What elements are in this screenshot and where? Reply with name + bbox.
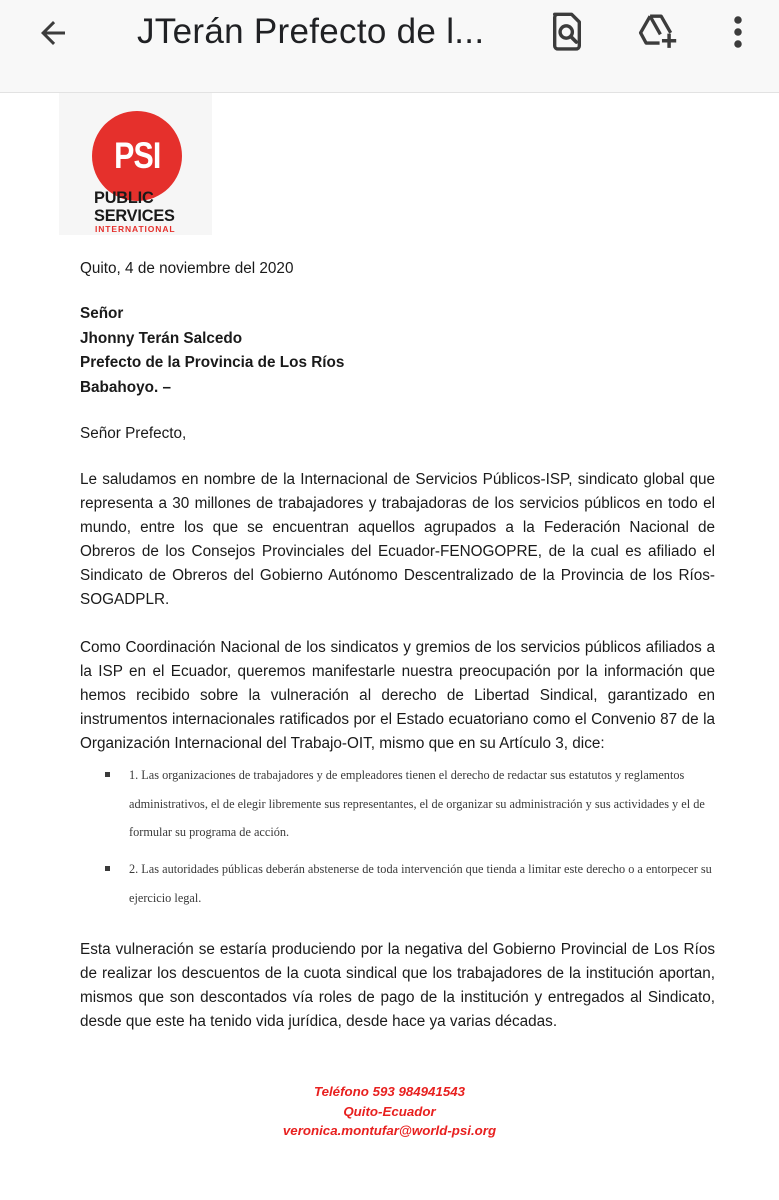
paragraph-3: Esta vulneración se estaría produciendo por la negativa del Gobierno Provincial de Los Ríos de realizar los descuentos de la cuota sindical que los trabajadores de la institución aportan, mismos que son descontados vía roles de pago de la institución y entregados al Sindicato, desde que este ha tenido vida jurídica, desde hace ya varias décadas.: [80, 941, 715, 1030]
letter-date: Quito, 4 de noviembre del 2020: [80, 260, 294, 277]
back-arrow-icon: [35, 15, 71, 51]
find-in-page-icon: [548, 12, 586, 52]
back-button[interactable]: [30, 10, 76, 56]
document-title: JTerán Prefecto de l...: [137, 12, 485, 51]
bullet-marker: [105, 866, 110, 871]
bullet-text: 1. Las organizaciones de trabajadores y de empleadores tienen el derecho de redactar sus estatutos y reglamentos administrativos, el de elegir libremente sus representantes, el de organizar su administración y sus actividades y el de formular su programa de acción.: [129, 768, 705, 839]
bullet-item: [105, 855, 720, 912]
footer-city: Quito-Ecuador: [343, 1103, 436, 1119]
address-line: Prefecto de la Provincia de Los Ríos: [80, 354, 345, 371]
more-options-button[interactable]: [714, 8, 762, 56]
paragraph-2: Como Coordinación Nacional de los sindicatos y gremios de los servicios públicos afiliados a la ISP en el Ecuador, queremos manifestarle nuestra preocupación por la información que hemos recibido sobre la vulneración al derecho de Libertad Sindical, garantizado en instrumentos internacionales ratificados por el Estado ecuatoriano como el Convenio 87 de la Organización Internacional del Trabajo-OIT, mismo que en su Artículo 3, dice:: [80, 639, 715, 752]
bullet-marker: [105, 772, 110, 777]
add-to-drive-icon: [637, 13, 679, 51]
psi-logo: [59, 93, 212, 235]
more-vert-icon: [732, 14, 744, 50]
app-toolbar: [0, 0, 779, 93]
footer-email: veronica.montufar@world-psi.org: [282, 1123, 497, 1138]
bullet-item: [105, 761, 720, 847]
letterhead-footer: [0, 1082, 779, 1141]
address-line: Señor: [80, 305, 124, 322]
bullet-text: 2. Las autoridades públicas deberán abstenerse de toda intervención que tienda a limitar este derecho o a entorpecer su ejercicio legal.: [129, 862, 712, 905]
find-in-page-button[interactable]: [543, 8, 591, 56]
recipient-address: [80, 302, 344, 400]
logo-services: SERVICES: [94, 206, 175, 225]
paragraph-1: Le saludamos en nombre de la Internacional de Servicios Públicos-ISP, sindicato global que representa a 30 millones de trabajadores y trabajadoras de los servicios públicos en todo el mundo, entre los que se encuentran aquellos agrupados a la Federación Nacional de Obreros de los Consejos Provinciales del Ecuador-FENOGOPRE, de la cual es afiliado el Sindicato de Obreros del Gobierno Autónomo Descentralizado de la Provincia de los Ríos-SOGADPLR.: [80, 471, 715, 608]
logo-international: INTERNATIONAL: [95, 224, 176, 234]
psi-logo-text: PSI: [113, 135, 161, 176]
add-to-drive-button[interactable]: [634, 8, 682, 56]
address-line: Jhonny Terán Salcedo: [80, 329, 243, 347]
logo-public: PUBLIC: [94, 188, 154, 207]
salutation: Señor Prefecto,: [80, 425, 187, 442]
document-page: [0, 93, 779, 1200]
address-line: Babahoyo. –: [80, 378, 171, 396]
footer-phone: Teléfono 593 984941543: [313, 1084, 466, 1099]
